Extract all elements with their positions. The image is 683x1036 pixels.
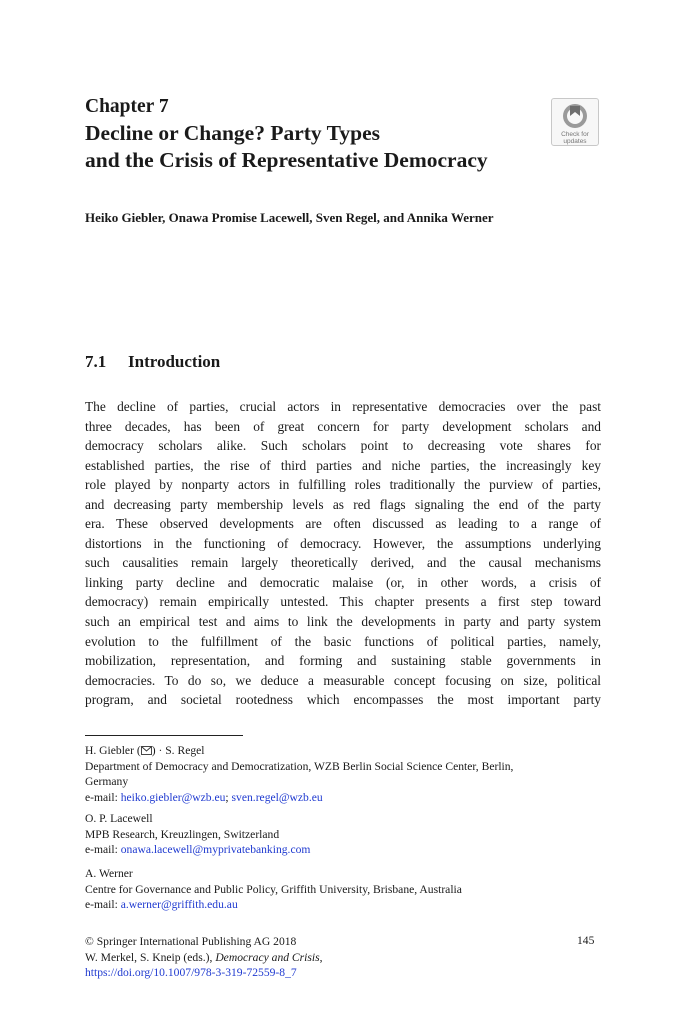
page-number: 145 bbox=[577, 934, 595, 947]
badge-label: Check for updates bbox=[561, 131, 589, 145]
body-line: linking party decline and democratic malaise (or, in other words, a crisis of bbox=[85, 574, 601, 590]
body-line: distortions in the functioning of democracy. However, the assumptions underlying bbox=[85, 535, 601, 551]
body-line: and decreasing party membership levels as red flags signaling the end of the party bbox=[85, 496, 601, 512]
body-line: mobilization, representation, and forming and sustaining stable governments in bbox=[85, 653, 601, 669]
copyright-block bbox=[85, 934, 545, 981]
chapter-title bbox=[85, 120, 488, 174]
section-title: Introduction bbox=[128, 352, 221, 371]
email-link-giebler[interactable]: heiko.giebler@wzb.eu bbox=[120, 790, 226, 804]
body-line: role played by nonparty actors in fulfilling roles traditionally the purview of parties, bbox=[85, 477, 601, 493]
check-for-updates-icon bbox=[561, 102, 589, 130]
body-line: program, and societal rootedness which encompasses the most important party bbox=[85, 692, 601, 708]
chapter-title-line-2: and the Crisis of Representative Democracy bbox=[85, 148, 488, 172]
email-link-regel[interactable]: sven.regel@wzb.eu bbox=[231, 790, 323, 804]
email-link-lacewell[interactable]: onawa.lacewell@myprivatebanking.com bbox=[120, 843, 311, 856]
footnote-giebler-regel: H. Giebler ( ) · S. Regel Department of Democracy and Democratization, WZB Berlin Social Science Center, Berlin, Germany e-mail: heiko.giebler@wzb.eu; sven.regel@wzb.eu bbox=[85, 744, 514, 804]
email-link-werner[interactable]: a.werner@griffith.edu.au bbox=[120, 898, 238, 911]
envelope-icon bbox=[141, 746, 152, 755]
chapter-title-line-1: Decline or Change? Party Types bbox=[85, 121, 381, 145]
body-line: such an empirical test and aims to link the developments in party and party system bbox=[85, 614, 601, 630]
footnote-divider bbox=[85, 735, 243, 736]
body-line: democracies. To do so, we deduce a measurable concept focusing on size, political bbox=[85, 672, 601, 688]
section-number: 7.1 bbox=[85, 352, 107, 371]
body-line: democracy) remain empirically untested. This chapter presents a first step toward bbox=[85, 594, 601, 610]
body-line: such causalities remain largely theoretically derived, and the causal mechanisms bbox=[85, 555, 601, 571]
footnote-werner: A. Werner Centre for Governance and Public Policy, Griffith University, Brisbane, Australia e-mail: a.werner@griffith.edu.au bbox=[85, 867, 462, 911]
body-paragraph bbox=[85, 397, 601, 710]
body-line: era. These observed developments are often discussed as leading to a range of bbox=[85, 516, 601, 532]
chapter-label: Chapter 7 bbox=[85, 96, 169, 117]
body-line: democracy scholars alike. Such scholars point to decreasing vote shares for bbox=[85, 438, 601, 454]
check-for-updates-badge[interactable] bbox=[551, 98, 599, 146]
body-line: established parties, the rise of third parties and niche parties, the increasingly key bbox=[85, 457, 601, 473]
author-list: Heiko Giebler, Onawa Promise Lacewell, Sven Regel, and Annika Werner bbox=[85, 210, 494, 225]
copyright-line: © Springer International Publishing AG 2018 bbox=[85, 935, 297, 948]
body-line: three decades, has been of great concern for party development scholars and bbox=[85, 418, 601, 434]
citation-line: W. Merkel, S. Kneip (eds.), Democracy and Crisis, bbox=[85, 950, 323, 964]
section-heading bbox=[85, 352, 220, 372]
doi-link[interactable]: https://doi.org/10.1007/978-3-319-72559-8_7 bbox=[85, 966, 297, 979]
body-line: The decline of parties, crucial actors in representative democracies over the past bbox=[85, 399, 601, 414]
footnote-lacewell: O. P. Lacewell MPB Research, Kreuzlingen, Switzerland e-mail: onawa.lacewell@myprivatebanking.com bbox=[85, 812, 311, 856]
body-line: evolution to the fulfillment of the basic functions of political parties, namely, bbox=[85, 633, 601, 649]
